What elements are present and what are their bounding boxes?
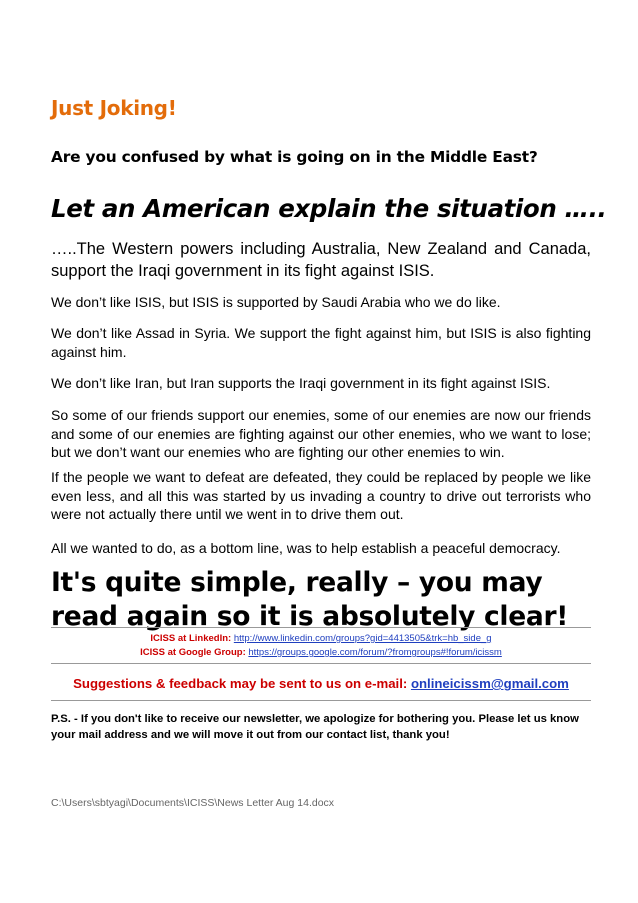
paragraph-democracy: All we wanted to do, as a bottom line, was to help establish a peaceful democracy.	[51, 540, 561, 556]
divider	[51, 663, 591, 664]
links-block	[51, 632, 591, 660]
feedback-email-link[interactable]: onlineicissm@gmail.com	[410, 676, 569, 691]
paragraph-friends-enemies: So some of our friends support our enemies, some of our enemies are now our friends and some of our enemies are fighting against our other enemies, who we want to lose; but we don’t want our enemies who are fighting our other enemies to win.	[51, 407, 591, 460]
linkedin-label: ICISS at LinkedIn:	[150, 633, 232, 644]
google-group-line	[51, 646, 591, 660]
linkedin-line	[51, 632, 591, 646]
divider	[51, 627, 591, 628]
linkedin-link[interactable]: http://www.linkedin.com/groups?gid=4413505&trk=hb_side_g	[233, 633, 492, 644]
divider	[51, 700, 591, 701]
feedback-line	[51, 676, 591, 691]
file-path-footer: C:\Users\sbtyagi\Documents\ICISS\News Letter Aug 14.docx	[51, 797, 335, 809]
ps-note: P.S. - If you don't like to receive our newsletter, we apologize for bothering you. Please let us know your mail address and we will move it out from our contact list, thank you!	[51, 713, 579, 741]
google-group-label: ICISS at Google Group:	[140, 647, 246, 658]
question-line: Are you confused by what is going on in the Middle East?	[51, 148, 538, 166]
subheading-american: Let an American explain the situation …..	[51, 194, 607, 223]
heading-just-joking: Just Joking!	[51, 96, 177, 120]
paragraph-isis: We don’t like ISIS, but ISIS is supported by Saudi Arabia who we do like.	[51, 294, 501, 310]
google-group-link[interactable]: https://groups.google.com/forum/?fromgroups#!forum/icissm	[248, 647, 502, 658]
closing-statement: It's quite simple, really – you may read again so it is absolutely clear!	[51, 567, 568, 632]
paragraph-iran: We don’t like Iran, but Iran supports the Iraqi government in its fight against ISIS.	[51, 375, 551, 391]
paragraph-intro: …..The Western powers including Australia, New Zealand and Canada, support the Iraqi government in its fight against ISIS.	[51, 240, 591, 280]
feedback-label: Suggestions & feedback may be sent to us on e-mail:	[73, 676, 408, 691]
paragraph-assad: We don’t like Assad in Syria. We support the fight against him, but ISIS is also fighting against him.	[51, 325, 591, 360]
paragraph-defeat: If the people we want to defeat are defeated, they could be replaced by people we like even less, and all this was started by us invading a country to drive out terrorists who were not actually there until we went in to drive them out.	[51, 469, 591, 522]
